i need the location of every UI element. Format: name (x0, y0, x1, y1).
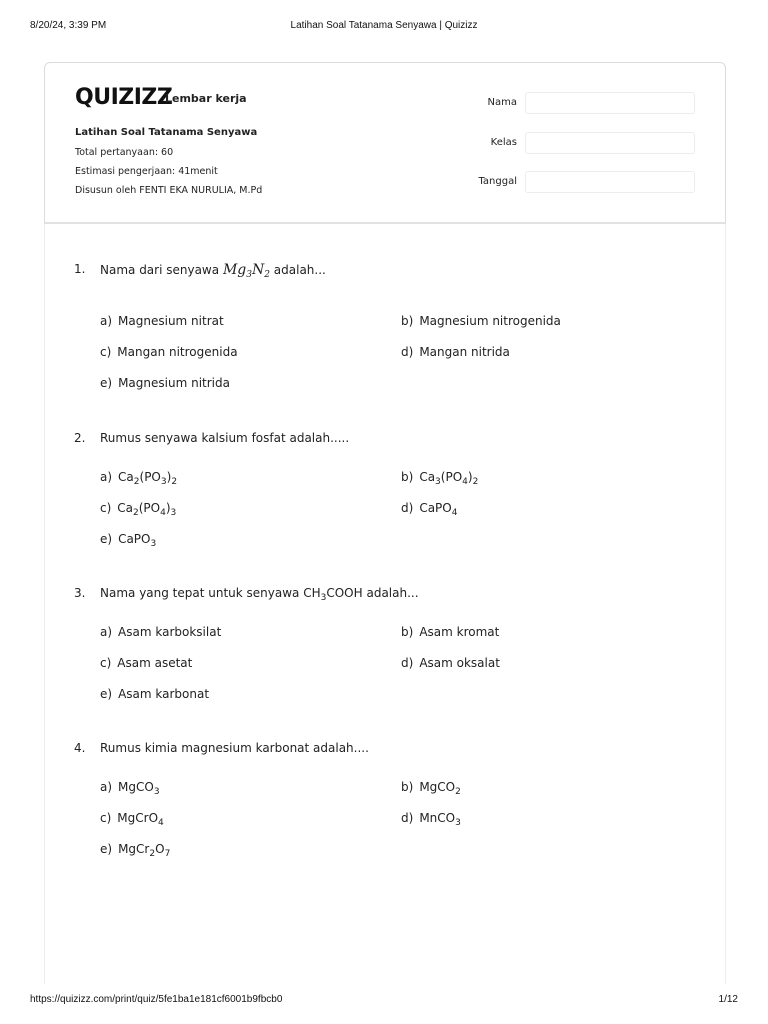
question-number: 3. (74, 586, 86, 600)
option (401, 470, 479, 487)
name-field-label: Nama (487, 97, 517, 108)
option-text: Mangan nitrogenida (117, 345, 238, 359)
formula-subscript: 4 (451, 508, 458, 518)
option (100, 345, 238, 359)
option (100, 470, 178, 487)
formula-part: Ca (118, 470, 134, 484)
formula-part: MgCrO (117, 811, 159, 825)
formula-part: MgCO (419, 780, 456, 794)
formula-subscript: 2 (171, 477, 178, 487)
option-letter: c) (100, 345, 112, 359)
question-number: 2. (74, 431, 86, 445)
option-text: Asam oksalat (419, 656, 500, 670)
formula-part: MgCO (118, 780, 154, 794)
formula-part: ) (467, 470, 473, 484)
option-letter: d) (401, 501, 414, 515)
formula-part: ) (166, 470, 172, 484)
option (100, 314, 224, 328)
formula-subscript: 3 (170, 508, 177, 518)
option-letter: a) (100, 780, 113, 794)
print-page-title: Latihan Soal Tatanama Senyawa | Quizizz (290, 20, 478, 31)
quiz-title: Latihan Soal Tatanama Senyawa (75, 127, 258, 138)
author: Disusun oleh FENTI EKA NURULIA, M.Pd (75, 185, 263, 196)
print-datetime: 8/20/24, 3:39 PM (30, 20, 107, 31)
option-text: Mangan nitrida (419, 345, 510, 359)
option (401, 656, 500, 670)
option-letter: e) (100, 532, 113, 546)
time-estimate: Estimasi pengerjaan: 41menit (75, 166, 218, 177)
formula-subscript: 4 (158, 818, 164, 828)
formula-part: O (155, 842, 165, 856)
formula-subscript: 3 (455, 818, 461, 828)
formula-subscript: 2 (455, 787, 461, 797)
option (401, 345, 510, 359)
questions-area (44, 224, 726, 984)
option-text: Magnesium nitrogenida (419, 314, 561, 328)
question-text: Rumus kimia magnesium karbonat adalah.... (100, 741, 369, 755)
print-url: https://quizizz.com/print/quiz/5fe1ba1e181cf6001b9fbcb0 (30, 994, 283, 1005)
formula-part: CaPO (118, 532, 151, 546)
option-text: Asam asetat (117, 656, 193, 670)
formula-subscript: 3 (246, 270, 252, 280)
option (100, 501, 177, 518)
option-letter: c) (100, 656, 112, 670)
option-letter: a) (100, 625, 113, 639)
option-text: Asam kromat (419, 625, 500, 639)
option-letter: e) (100, 376, 113, 390)
print-page-number: 1/12 (718, 994, 738, 1005)
class-field[interactable] (525, 132, 695, 154)
question-text (100, 586, 419, 603)
option-letter: d) (401, 656, 414, 670)
option (401, 625, 499, 639)
option-letter: c) (100, 501, 112, 515)
option (100, 780, 160, 797)
name-field[interactable] (525, 92, 695, 114)
formula-part: (PO (139, 470, 161, 484)
option (100, 842, 171, 859)
quizizz-logo: QUIZIZZ (75, 85, 173, 110)
option-text: Asam karboksilat (118, 625, 222, 639)
question-text (100, 262, 326, 278)
formula-subscript: 7 (164, 849, 171, 859)
formula-subscript: 3 (320, 593, 327, 603)
question-text-part: COOH adalah... (326, 586, 419, 600)
formula-part: Ca (419, 470, 436, 484)
option-letter: a) (100, 470, 113, 484)
question-text-before: Nama dari senyawa (100, 263, 220, 277)
formula-subscript: 2 (149, 849, 156, 859)
formula-subscript: 2 (264, 270, 270, 280)
formula-subscript: 3 (435, 477, 441, 487)
formula-part: (PO (440, 470, 463, 484)
question-text: Rumus senyawa kalsium fosfat adalah..... (100, 431, 350, 445)
formula-subscript: 2 (472, 477, 479, 487)
formula-subscript: 2 (133, 508, 139, 518)
formula-part: N (251, 262, 265, 278)
option (100, 532, 157, 549)
option-letter: a) (100, 314, 113, 328)
option (401, 501, 458, 518)
formula-subscript: 4 (462, 477, 468, 487)
option-letter: b) (401, 314, 414, 328)
option-letter: c) (100, 811, 112, 825)
formula-subscript: 3 (153, 787, 160, 797)
total-questions: Total pertanyaan: 60 (75, 147, 174, 158)
option-letter: e) (100, 687, 113, 701)
formula-subscript: 3 (160, 477, 167, 487)
option-text: Magnesium nitrat (118, 314, 224, 328)
class-field-label: Kelas (490, 137, 517, 148)
option (401, 780, 461, 797)
option-letter: e) (100, 842, 113, 856)
option-letter: b) (401, 470, 414, 484)
formula-part: MnCO (419, 811, 456, 825)
formula-part: CaPO (419, 501, 452, 515)
option (401, 314, 561, 328)
formula-subscript: 3 (150, 539, 157, 549)
question-number: 1. (74, 262, 86, 276)
question-text-after: adalah... (273, 263, 326, 277)
formula-part: ) (165, 501, 171, 515)
option-letter: b) (401, 625, 414, 639)
formula-part: Mg (222, 262, 247, 278)
option-letter: d) (401, 811, 414, 825)
option (100, 811, 164, 828)
option-letter: b) (401, 780, 414, 794)
formula-subscript: 4 (160, 508, 166, 518)
option (100, 625, 221, 639)
worksheet-type-label: Lembar kerja (165, 92, 247, 105)
option (100, 656, 192, 670)
formula (223, 262, 270, 278)
formula-part: MgCr (118, 842, 150, 856)
formula-part: Ca (117, 501, 134, 515)
option (100, 687, 209, 701)
option (401, 811, 461, 828)
question-number: 4. (74, 741, 86, 755)
date-field[interactable] (525, 171, 695, 193)
option-letter: d) (401, 345, 414, 359)
formula-part: (PO (138, 501, 161, 515)
formula-subscript: 2 (133, 477, 140, 487)
worksheet-header (44, 62, 726, 224)
question-text-part: Nama yang tepat untuk senyawa CH (100, 586, 321, 600)
date-field-label: Tanggal (478, 176, 517, 187)
option-text: Magnesium nitrida (118, 376, 230, 390)
option (100, 376, 230, 390)
option-text: Asam karbonat (118, 687, 210, 701)
